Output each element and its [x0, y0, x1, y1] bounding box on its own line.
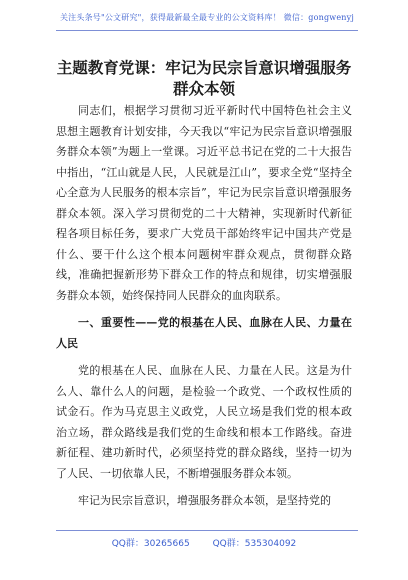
section-heading-1: 一、重要性——党的根基在人民、血脉在人民、力量在人民	[56, 316, 352, 350]
page-footer	[0, 536, 408, 549]
footer-divider	[56, 530, 358, 531]
footer-qq-group-1: QQ群：30265665	[111, 539, 190, 549]
document-title: 主题教育党课：牢记为民宗旨意识增强服务群众本领	[56, 58, 352, 98]
document-body	[56, 101, 352, 512]
header-divider	[56, 30, 358, 31]
paragraph-intro: 同志们，根据学习贯彻习近平新时代中国特色社会主义思想主题教育计划安排，今天我以“牢记为民宗旨意识增强服务群众本领”为题上一堂课。习近平总书记在党的二十大报告中指出，“江山就是人民，人民就是江山”，要求全党“坚持全心全意为人民服务的根本宗旨”，牢记为民宗旨意识增强服务群众本领。深入学习贯彻党的二十大精神，实现新时代新征程各项目标任务，要求广大党员干部始终牢记中国共产党是什么、要干什么这个根本问题树牢群众观点，贯彻群众路线，准确把握新形势下群众工作的特点和规律，切实增强服务群众本领，始终保持同人民群众的血肉联系。	[56, 104, 352, 302]
paragraph-section-1: 党的根基在人民、血脉在人民、力量在人民。这是为什么人、靠什么人的问题，是检验一个政党、一个政权性质的试金石。作为马克思主义政党，人民立场是我们党的根本政治立场，群众路线是我们党的生命线和根本工作路线。奋进新征程、建功新时代，必须坚持党的群众路线，坚持一切为了人民、一切依靠人民，不断增强服务群众本领。	[56, 364, 352, 480]
paragraph-continued: 牢记为民宗旨意识，增强服务群众本领，是坚持党的	[78, 494, 331, 507]
page-header-banner: 关注头条号"公文研究"，获得最新最全最专业的公文资料库！ 微信：gongwenyj	[59, 13, 355, 22]
footer-qq-group-2: QQ群：535304092	[212, 539, 297, 549]
